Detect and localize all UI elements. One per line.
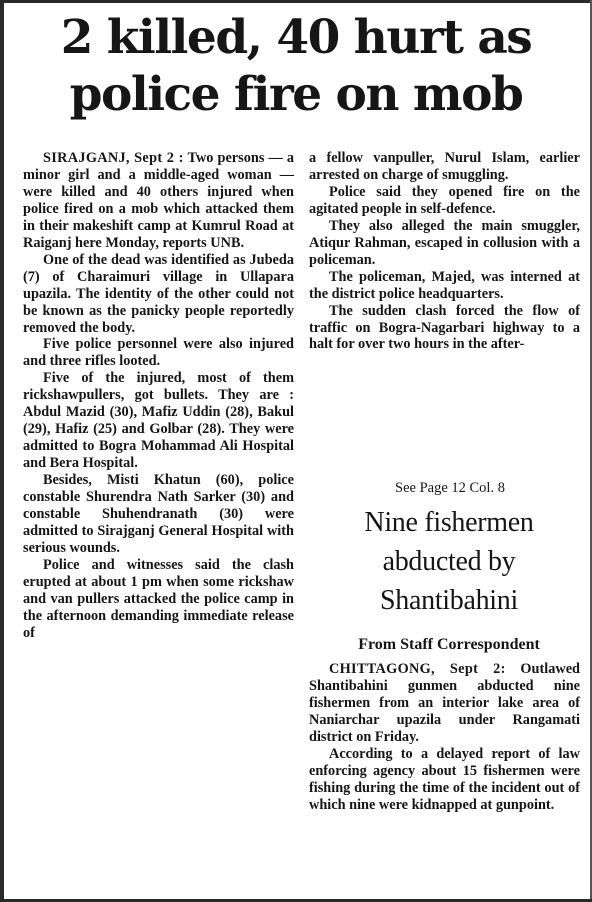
dateline: SIRAJGANJ, Sept 2 : <box>43 150 184 166</box>
story-paragraph: The policeman, Majed, was interned at the district police headquarters. <box>309 268 580 302</box>
second-headline-line-2: abducted by <box>382 546 516 577</box>
story-continuation: a fellow vanpuller, Nurul Islam, earlier arrested on charge of smuggling. <box>309 150 580 183</box>
lead-paragraph <box>23 150 294 252</box>
story-paragraph: Police said they opened fire on the agitated people in self-defence. <box>309 183 580 217</box>
second-lead-paragraph-text: Outlawed Shantibahini gunmen abducted nine fishermen from an interior lake area of Naniarchar upazila under Rangamati district on Friday. <box>309 661 580 745</box>
second-story-body <box>309 661 580 814</box>
story-paragraph: The sudden clash forced the flow of traffic on Bogra-Nagarbari highway to a halt for over two hours in the after- <box>309 302 580 353</box>
main-headline-line-1: 2 killed, 40 hurt as <box>60 10 532 65</box>
top-border <box>0 0 592 3</box>
story-paragraph: Five police personnel were also injured and three rifles looted. <box>23 336 294 370</box>
second-headline-line-3: Shantibahini <box>380 585 518 616</box>
second-headline-line-1: Nine fishermen <box>364 507 534 538</box>
jump-line: See Page 12 Col. 8 <box>395 480 505 496</box>
left-border <box>0 0 4 902</box>
story-paragraph: Police and witnesses said the clash erupted at about 1 pm when some rickshaw and van pullers attacked the police camp in the afternoon demanding immediate release of <box>23 556 294 641</box>
byline: From Staff Correspondent <box>358 636 540 653</box>
story-paragraph: According to a delayed report of law enforcing agency about 15 fishermen were fishing during the time of the incident out of which nine were kidnapped at gunpoint. <box>309 745 580 813</box>
story-paragraph: One of the dead was identified as Jubeda (7) of Charaimuri village in Ullapara upazila. The identity of the other could not be known as the panicky people reportedly removed the body. <box>23 251 294 336</box>
story-paragraph: Five of the injured, most of them rickshawpullers, got bullets. They are : Abdul Mazid (30), Mafiz Uddin (28), Bakul (29), Hafiz (25) and Golbar (28). They were admitted to Bogra Mohammad Ali Hospital and Bera Hospital. <box>23 370 294 472</box>
main-headline-line-2: police fire on mob <box>69 67 523 122</box>
story-paragraph: They also alleged the main smuggler, Atiqur Rahman, escaped in collusion with a policeman. <box>309 217 580 268</box>
second-lead-paragraph <box>309 661 580 746</box>
lead-paragraph-text: Two persons — a minor girl and a middle-aged woman — were killed and 40 others injured when police fired on a mob which attacked them in their makeshift camp at Kumrul Road at Raiganj here Monday, reports UNB. <box>23 150 294 251</box>
second-dateline: CHITTAGONG, Sept 2: <box>329 661 506 677</box>
story-column-left <box>23 150 294 642</box>
story-column-right <box>309 150 580 353</box>
story-paragraph: Besides, Misti Khatun (60), police constable Shurendra Nath Sarker (30) and constable Shuhendranath (30) were admitted to Sirajganj General Hospital with serious wounds. <box>23 472 294 556</box>
